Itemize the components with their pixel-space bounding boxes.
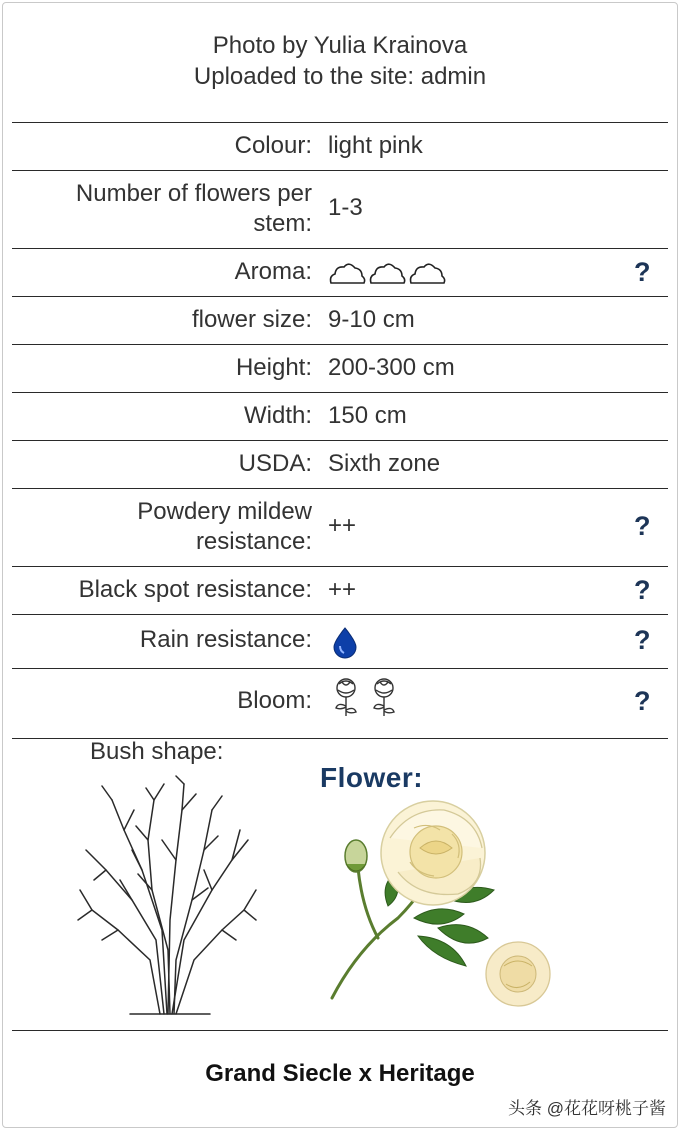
- spec-label: flower size:: [191, 306, 312, 333]
- spec-label-line1: Number of flowers per: [75, 180, 312, 207]
- uploaded-by: Uploaded to the site: admin: [193, 63, 487, 90]
- photo-credit: Photo by Yulia Krainova: [212, 32, 468, 59]
- rain-resistance-help-icon[interactable]: ?: [634, 625, 651, 655]
- spec-value: 9-10 cm: [328, 306, 415, 333]
- divider: [12, 614, 668, 615]
- divider: [12, 122, 668, 123]
- spec-value: 200-300 cm: [328, 354, 455, 381]
- spec-value: light pink: [328, 132, 423, 159]
- spec-value: 1-3: [328, 194, 363, 221]
- spec-label-line2: stem:: [253, 210, 312, 237]
- divider: [12, 170, 668, 171]
- spec-label: Black spot resistance:: [78, 576, 312, 603]
- watermark-text: 头条 @花花呀桃子酱: [508, 1099, 666, 1118]
- spec-value: Sixth zone: [328, 450, 441, 477]
- spec-value: ++: [328, 512, 357, 539]
- divider: [12, 488, 668, 489]
- spec-value: ++: [328, 576, 357, 603]
- photo-info: [0, 30, 680, 92]
- powdery-mildew-help-icon[interactable]: ?: [634, 511, 651, 541]
- aroma-cloud-icon: [328, 259, 448, 287]
- bloom-flower-icon: [328, 676, 408, 724]
- spec-label: Rain resistance:: [139, 626, 312, 653]
- spec-label: Width:: [243, 402, 312, 429]
- bloom-help-icon[interactable]: ?: [634, 686, 651, 716]
- rose-illustration: [318, 798, 568, 1013]
- divider: [12, 566, 668, 567]
- spec-label: Colour:: [234, 132, 312, 159]
- spec-label: Height:: [235, 354, 312, 381]
- aroma-help-icon[interactable]: ?: [634, 257, 651, 287]
- rose-name: Grand Siecle x Heritage: [205, 1060, 475, 1087]
- water-drop-icon: [328, 625, 362, 659]
- rain-icons: [328, 625, 362, 667]
- spec-value: 150 cm: [328, 402, 407, 429]
- spec-label: Aroma:: [234, 258, 312, 285]
- divider: [12, 668, 668, 669]
- divider: [12, 296, 668, 297]
- divider: [12, 344, 668, 345]
- aroma-icons: [328, 259, 448, 295]
- bloom-icons: [328, 676, 408, 732]
- flower-heading: Flower:: [320, 762, 424, 793]
- bush-shape-label: Bush shape:: [90, 738, 224, 765]
- spec-label: USDA:: [238, 450, 312, 477]
- divider: [12, 440, 668, 441]
- divider: [12, 392, 668, 393]
- divider: [12, 1030, 668, 1031]
- spec-label: Bloom:: [237, 687, 312, 714]
- spec-label-line1: Powdery mildew: [137, 498, 312, 525]
- spec-label-line2: resistance:: [195, 528, 312, 555]
- divider: [12, 248, 668, 249]
- bush-shape-illustration: [72, 770, 262, 1020]
- black-spot-help-icon[interactable]: ?: [634, 575, 651, 605]
